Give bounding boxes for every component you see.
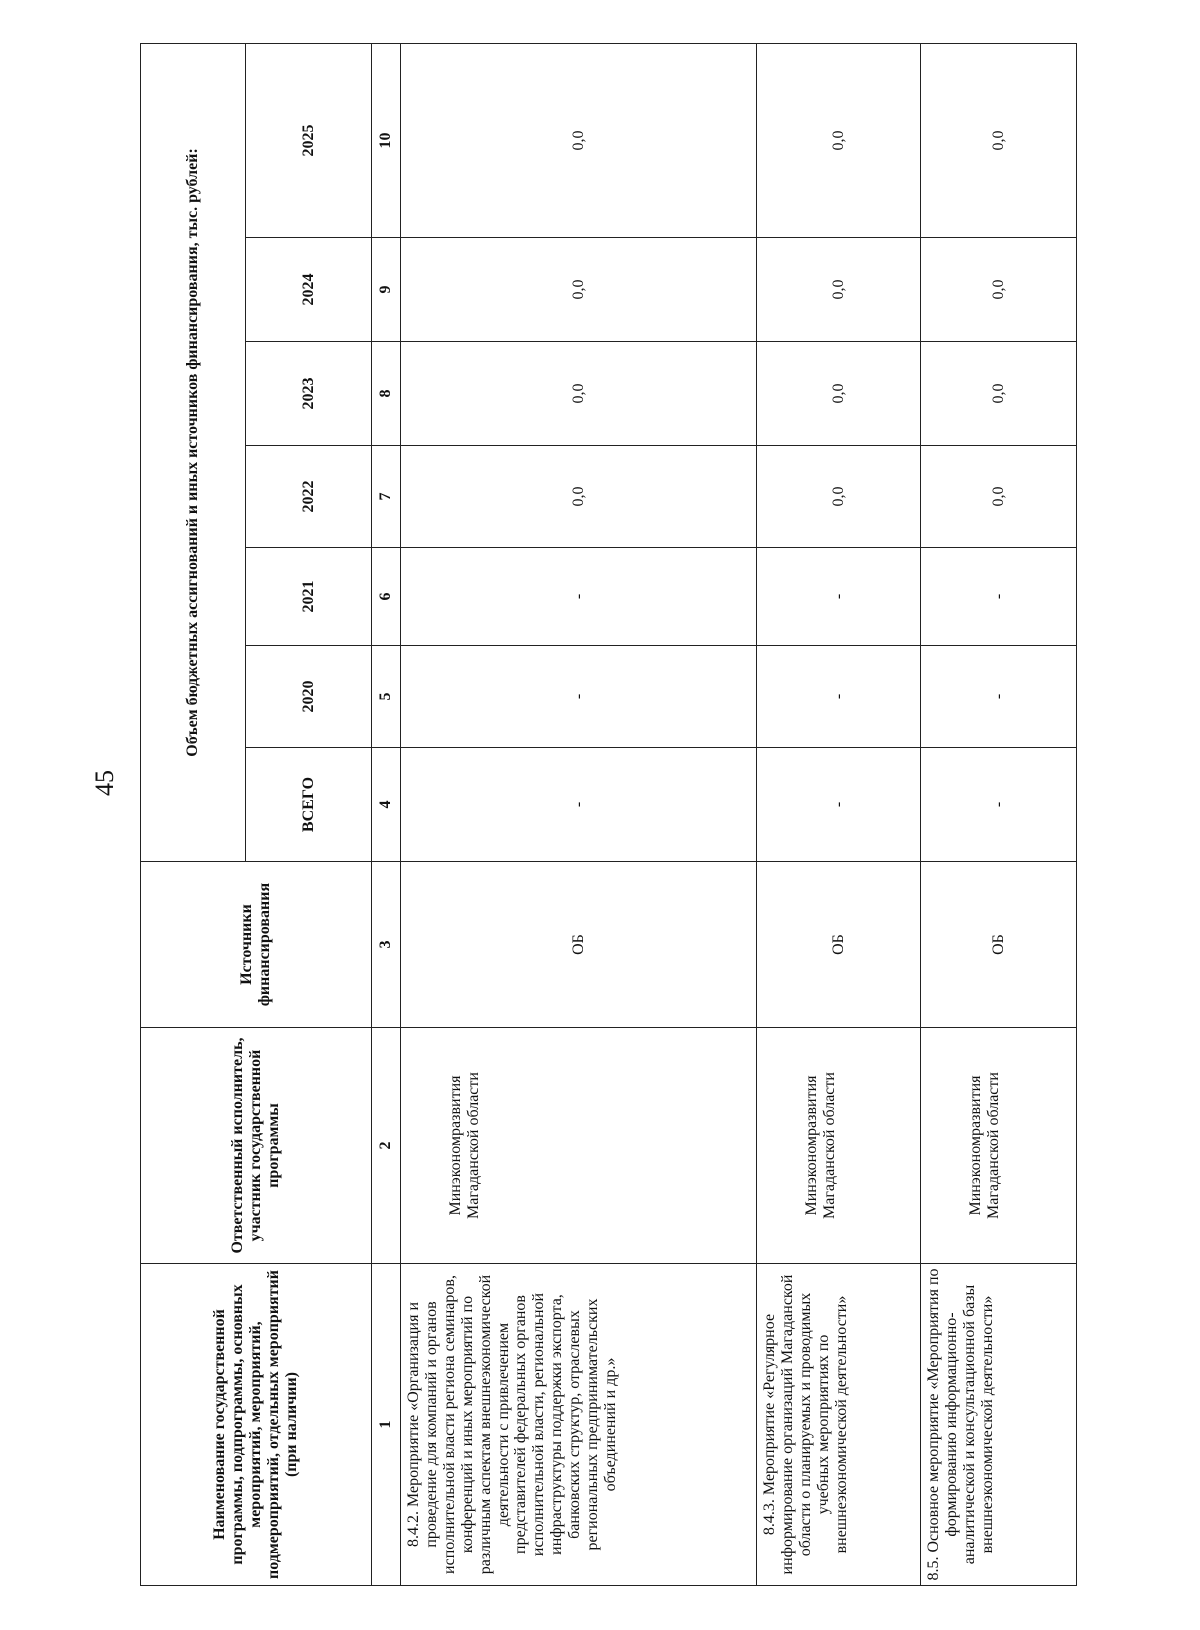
column-number: 5 xyxy=(372,646,401,748)
row-value-2020: - xyxy=(401,646,757,748)
row-name: 8.4.2. Мероприятие «Организация и проведение для компаний и органов исполнительной власти региона семинаров, конференций и иных мероприятий по различным аспектам внешнеэкономической деятельности с привлечением представителей федеральных органов исполнительной власти, региональной инфраструктуры поддержки экспорта, банковских структур, отраслевых региональных предпринимательских объединений и др.» xyxy=(401,1264,757,1586)
row-value-2023: 0,0 xyxy=(757,342,921,446)
row-value-2020: - xyxy=(921,646,1077,748)
header-name: Наименование государственной программы, подпрограммы, основных мероприятий, мероприятий, подмероприятий, отдельных мероприятий (при наличии) xyxy=(141,1264,372,1586)
row-value-total: - xyxy=(757,748,921,862)
table-row xyxy=(921,43,1077,1585)
column-number: 2 xyxy=(372,1028,401,1264)
column-number: 10 xyxy=(372,43,401,237)
header-year-2023: 2023 xyxy=(246,342,372,446)
header-year-2024: 2024 xyxy=(246,238,372,342)
rotated-table-container xyxy=(140,44,1007,1586)
header-budget-group: Объем бюджетных ассигнований и иных источников финансирования, тыс. рублей: xyxy=(141,43,246,861)
header-year-2025: 2025 xyxy=(246,43,372,237)
row-value-2022: 0,0 xyxy=(921,446,1077,548)
header-year-total: ВСЕГО xyxy=(246,748,372,862)
header-year-2020: 2020 xyxy=(246,646,372,748)
column-number: 8 xyxy=(372,342,401,446)
row-value-2020: - xyxy=(757,646,921,748)
row-source: ОБ xyxy=(921,862,1077,1028)
row-executor: Минэкономразвития Магаданской области xyxy=(401,1028,757,1264)
table-row xyxy=(401,43,757,1585)
row-value-2025: 0,0 xyxy=(921,43,1077,237)
row-value-total: - xyxy=(401,748,757,862)
row-value-2022: 0,0 xyxy=(401,446,757,548)
row-value-2024: 0,0 xyxy=(401,238,757,342)
header-year-2022: 2022 xyxy=(246,446,372,548)
row-source: ОБ xyxy=(401,862,757,1028)
row-value-2022: 0,0 xyxy=(757,446,921,548)
row-value-2025: 0,0 xyxy=(757,43,921,237)
header-source: Источники финансирования xyxy=(141,862,372,1028)
header-year-2021: 2021 xyxy=(246,548,372,646)
row-value-2021: - xyxy=(921,548,1077,646)
row-value-2023: 0,0 xyxy=(401,342,757,446)
row-value-2021: - xyxy=(757,548,921,646)
page-number: 45 xyxy=(90,770,119,796)
header-row-group xyxy=(141,43,246,1585)
column-number-row xyxy=(372,43,401,1585)
row-source: ОБ xyxy=(757,862,921,1028)
budget-table xyxy=(140,43,1077,1586)
row-name: 8.5. Основное мероприятие «Мероприятия по формированию информационно-аналитической и консультационной базы внешнеэкономической деятельности» xyxy=(921,1264,1077,1586)
column-number: 1 xyxy=(372,1264,401,1586)
row-value-total: - xyxy=(921,748,1077,862)
column-number: 7 xyxy=(372,446,401,548)
column-number: 3 xyxy=(372,862,401,1028)
row-value-2025: 0,0 xyxy=(401,43,757,237)
table-row xyxy=(757,43,921,1585)
column-number: 6 xyxy=(372,548,401,646)
table-frame xyxy=(140,44,1007,1586)
row-executor: Минэкономразвития Магаданской области xyxy=(921,1028,1077,1264)
column-number: 9 xyxy=(372,238,401,342)
row-value-2024: 0,0 xyxy=(757,238,921,342)
row-value-2023: 0,0 xyxy=(921,342,1077,446)
row-executor: Минэкономразвития Магаданской области xyxy=(757,1028,921,1264)
row-value-2021: - xyxy=(401,548,757,646)
column-number: 4 xyxy=(372,748,401,862)
row-name: 8.4.3. Мероприятие «Регулярное информирование организаций Магаданской области о планируемых и проводимых учебных мероприятиях по внешнеэкономической деятельности» xyxy=(757,1264,921,1586)
header-executor: Ответственный исполнитель, участник государственной программы xyxy=(141,1028,372,1264)
row-value-2024: 0,0 xyxy=(921,238,1077,342)
